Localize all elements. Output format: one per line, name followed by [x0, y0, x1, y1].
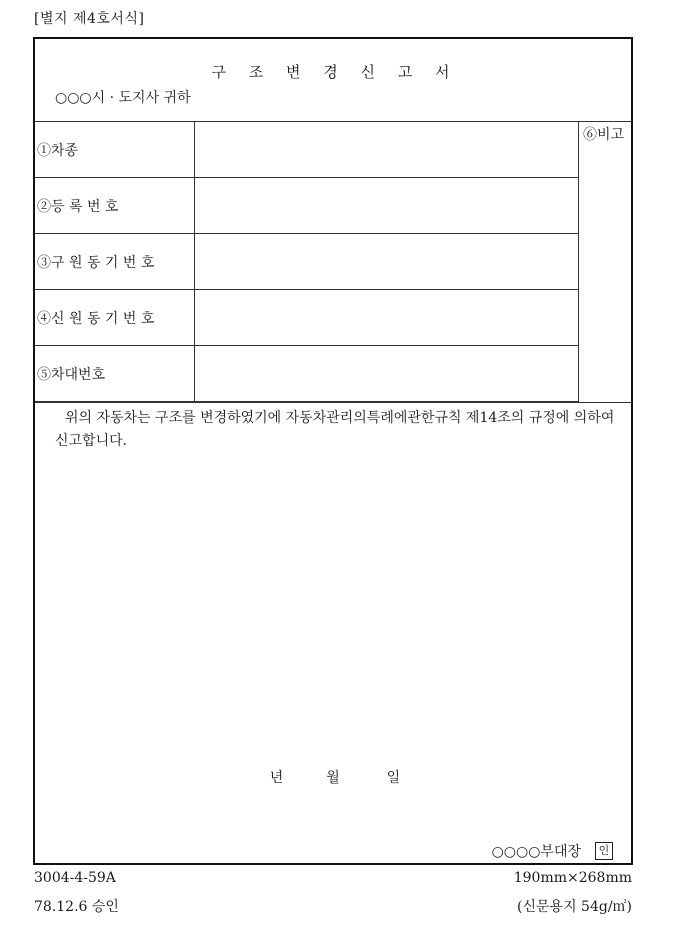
form-frame [33, 37, 633, 865]
paper-size: 190mm×268mm [513, 870, 632, 886]
form-title: 구 조 변 경 신 고 서 [211, 63, 459, 81]
declaration-statement: 위의 자동차는 구조를 변경하였기에 자동차관리의특례에관한규칙 제14조의 규정에 의하여 신고합니다. [55, 410, 615, 449]
form-code: 3004-4-59A [34, 870, 116, 886]
date-line [35, 767, 635, 787]
paper-type: (신문용지 54g/㎡) [517, 899, 632, 915]
row-label: ②등 록 번 호 [35, 178, 195, 233]
row-label: ④신 원 동 기 번 호 [35, 290, 195, 345]
approval-date: 78.12.6 승인 [34, 899, 119, 915]
remarks-label: ⑥비고 [583, 127, 625, 143]
date-year: 년 [269, 770, 284, 786]
vehicle-type-field[interactable] [195, 122, 578, 177]
old-engine-number-field[interactable] [195, 234, 578, 289]
row-label: ①차종 [35, 122, 195, 177]
remarks-column[interactable] [578, 122, 631, 402]
row-chassis-number [35, 346, 578, 402]
row-label: ⑤차대번호 [35, 346, 195, 401]
new-engine-number-field[interactable] [195, 290, 578, 345]
row-registration-number [35, 178, 578, 234]
addressee: ○○○시 · 도지사 귀하 [55, 90, 191, 106]
row-label: ③구 원 동 기 번 호 [35, 234, 195, 289]
registration-number-field[interactable] [195, 178, 578, 233]
row-vehicle-type [35, 122, 578, 178]
chassis-number-field[interactable] [195, 346, 578, 401]
row-new-engine-number [35, 290, 578, 346]
signer-name: ○○○○부대장 [491, 844, 581, 860]
seal-mark: 인 [595, 842, 613, 860]
vehicle-info-table [35, 121, 631, 403]
form-label: [별지 제4호서식] [34, 11, 145, 27]
date-month: 월 [326, 770, 340, 786]
date-day: 일 [386, 770, 401, 786]
row-old-engine-number [35, 234, 578, 290]
signature-area [492, 841, 613, 861]
